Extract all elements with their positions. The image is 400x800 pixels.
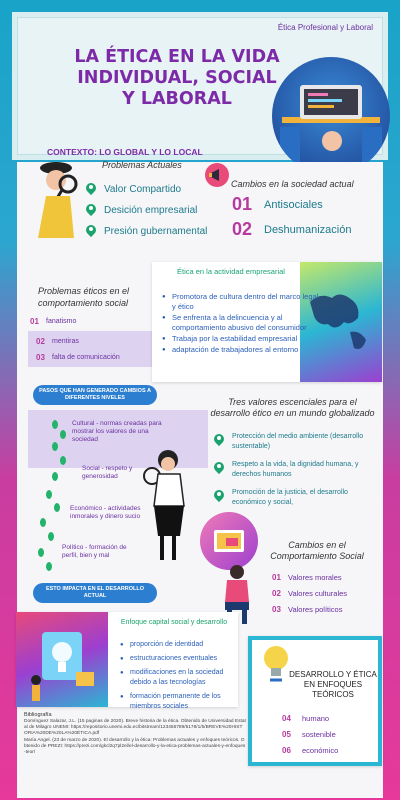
- item-label: Desición empresarial: [104, 204, 198, 216]
- item-number: 02: [36, 336, 45, 346]
- enfoque-capital-list: [120, 640, 236, 713]
- bibliografia: [24, 712, 246, 756]
- computer-user-illustration: [272, 57, 390, 175]
- list-item: ● Se enfrenta a la delincuencia y al comportamiento abusivo del consumidor: [162, 313, 322, 333]
- problemas-eticos-heading: Problemas éticos en el comportamiento social: [38, 286, 130, 308]
- footstep-icon: [40, 518, 46, 527]
- item-label: Respeto a la vida, la dignidad humana, y derechos humanos: [232, 461, 359, 478]
- footstep-icon: [48, 532, 54, 541]
- item-label: Protección del medio ambiente (desarrollo sustentable): [232, 433, 364, 450]
- etica-empresarial-list: [162, 292, 322, 356]
- list-item: [272, 601, 347, 617]
- location-pin-icon: [214, 434, 224, 446]
- item-label: sostenible: [302, 729, 336, 739]
- footstep-icon: [52, 442, 58, 451]
- header-card: [12, 12, 388, 160]
- item-label: Valores culturales: [288, 588, 348, 598]
- detective-illustration: [28, 158, 88, 238]
- item-number: 01: [30, 316, 39, 326]
- impacto-pill: ESTO IMPACTA EN EL DESARROLLO ACTUAL: [33, 583, 157, 603]
- list-item: ● Trabaja por la estabilidad empresarial: [162, 334, 322, 344]
- pasos-pill: PASOS QUE HAN GENERADO CAMBIOS A DIFERENTES NIVELES: [33, 385, 157, 405]
- problemas-actuales-list: [86, 183, 226, 237]
- cambios-comportamiento-heading: Cambios en el Comportamiento Social: [270, 540, 364, 561]
- bibliografia-text: Domínguez Salazar, J.L. (15 paginas de 2020). Breve historia de la ética. Obtenido de Universidad Estatal de Milagro UNEMI: https://repositorio.unemi.edu.ec/bitstream/123456789/5178/1/5/BREVE%20HISTORIA%20DE%20LA%20ÉTICA.pdf María Angel. (23 de marzo de 2020). El desarrollo y la ética: Problemas actuales y enfoques teóricos. Obtenido de PREZI: https://prezi.com/gkcl2q7pl2el/el-desarrollo-y-la-etica-problemas-actuales-y-enfoques-teor/: [24, 719, 246, 756]
- footstep-icon: [60, 430, 66, 439]
- list-item: [86, 204, 226, 216]
- bibliografia-heading: Bibliografía: [24, 712, 52, 718]
- footstep-icon: [46, 562, 52, 571]
- item-number: 01: [232, 194, 253, 214]
- problemas-eticos-list-cont: [36, 333, 156, 365]
- list-item: [282, 726, 338, 742]
- paso-politico: Político - formación de perfil, bien y mal: [62, 544, 127, 559]
- footstep-icon: [38, 548, 44, 557]
- tres-valores-list: [214, 432, 379, 508]
- enfoque-capital-card: [16, 612, 238, 710]
- desarrollo-etica-list: [282, 710, 338, 758]
- list-item: [214, 488, 379, 508]
- footstep-icon: [54, 503, 60, 512]
- item-number: 04: [282, 713, 291, 723]
- list-item: [272, 585, 347, 601]
- list-item: [30, 313, 155, 329]
- list-item: [214, 460, 379, 480]
- item-label: Deshumanización: [264, 223, 352, 236]
- item-label: Presión gubernamental: [104, 225, 208, 237]
- etica-empresarial-card: [152, 262, 382, 382]
- list-item: ● proporción de identidad: [120, 640, 236, 650]
- context-label: CONTEXTO: LO GLOBAL Y LO LOCAL: [47, 147, 203, 157]
- list-item: [282, 742, 338, 758]
- item-number: 03: [36, 352, 45, 362]
- megaphone-icon: [205, 163, 229, 187]
- footstep-icon: [46, 490, 52, 499]
- desarrollo-etica-card: [248, 636, 382, 766]
- item-label: mentiras: [52, 337, 79, 345]
- item-number: 06: [282, 745, 291, 755]
- item-label: Valores morales: [288, 572, 342, 582]
- item-label: Antisociales: [264, 198, 323, 211]
- list-item: [36, 349, 156, 365]
- location-pin-icon: [214, 490, 224, 502]
- paso-social: Social - respeto y generosidad: [82, 465, 133, 480]
- list-item: [86, 225, 226, 237]
- location-pin-icon: [86, 183, 96, 195]
- paso-economico: Económico - actividades inmorales y dinero sucio: [70, 505, 141, 520]
- list-item: [272, 569, 347, 585]
- footstep-icon: [52, 420, 58, 429]
- desarrollo-etica-heading: DESARROLLO Y ÉTICA EN ENFOQUES TEÓRICOS: [289, 670, 377, 699]
- item-label: fanatismo: [46, 317, 77, 325]
- list-item: ● formación permanente de los miembros sociales: [120, 692, 236, 712]
- location-pin-icon: [214, 462, 224, 474]
- cambios-sociedad-heading: Cambios en la sociedad actual: [231, 179, 354, 189]
- item-label: económico: [302, 745, 339, 755]
- cambios-sociedad-list: [232, 194, 351, 240]
- cambios-comportamiento-list: [272, 569, 347, 617]
- list-item: ● estructuraciones eventuales: [120, 654, 236, 664]
- item-label: humano: [302, 713, 330, 723]
- item-label: Valor Compartido: [104, 183, 182, 195]
- woman-magnifier-illustration: [140, 446, 196, 566]
- enfoque-capital-heading: Enfoque capital social y desarrollo: [120, 619, 228, 626]
- problemas-eticos-list: [30, 313, 155, 329]
- item-number: 05: [282, 729, 291, 739]
- list-item: [232, 194, 351, 215]
- item-number: 02: [232, 219, 253, 239]
- item-label: Valores políticos: [288, 604, 343, 614]
- item-label: falta de comunicación: [52, 353, 120, 361]
- footstep-icon: [52, 472, 58, 481]
- list-item: ● modificaciones en la sociedad debido a las tecnologías: [120, 668, 236, 688]
- list-item: [282, 710, 338, 726]
- list-item: [214, 432, 379, 452]
- page-title: LA ÉTICA EN LA VIDA INDIVIDUAL, SOCIAL Y LABORAL: [74, 47, 280, 109]
- problemas-actuales-heading: Problemas Actuales: [102, 160, 182, 170]
- list-item: ● Promotora de cultura dentro del marco legal y ético: [162, 292, 322, 312]
- item-number: 01: [272, 572, 281, 582]
- item-number: 03: [272, 604, 281, 614]
- location-pin-icon: [86, 225, 96, 237]
- list-item: [232, 219, 351, 240]
- footstep-icon: [60, 456, 66, 465]
- etica-empresarial-heading: Ética en la actividad empresarial: [177, 267, 285, 276]
- item-number: 02: [272, 588, 281, 598]
- course-label: Ética Profesional y Laboral: [277, 23, 373, 32]
- location-pin-icon: [86, 204, 96, 216]
- paso-cultural: Cultural - normas creadas para mostrar los valores de una sociedad: [72, 420, 162, 443]
- tres-valores-heading: Tres valores escenciales para el desarrollo ético en un mundo globalizado: [210, 397, 375, 418]
- item-label: Promoción de la justicia, el desarrollo económico y social,: [232, 489, 348, 506]
- lightbulb-illustration: [16, 612, 108, 707]
- list-item: ● adaptación de trabajadores al entorno: [162, 345, 322, 355]
- list-item: [36, 333, 156, 349]
